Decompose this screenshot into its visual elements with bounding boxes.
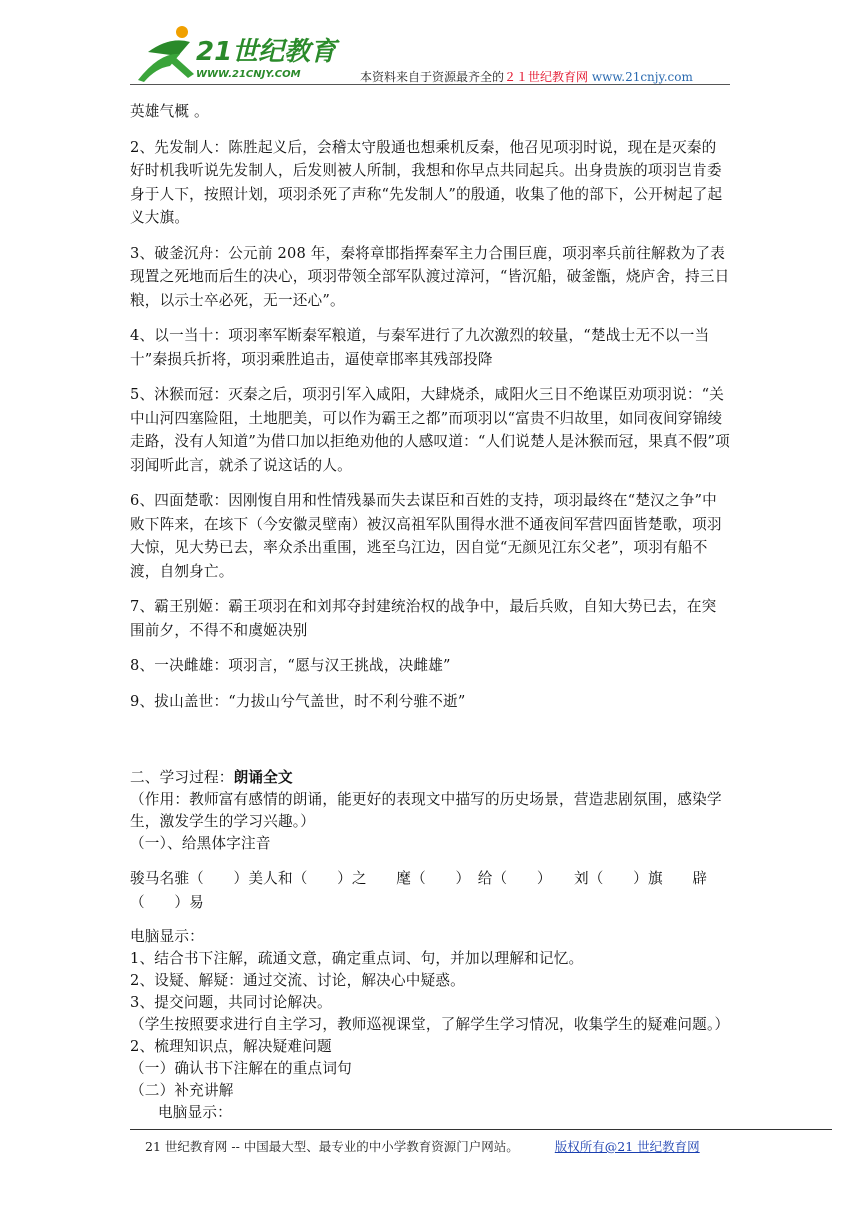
page-header — [130, 22, 730, 86]
list-item: 3、提交问题，共同讨论解决。 — [130, 994, 332, 1011]
paragraph: 9、拔山盖世：“力拔山兮气盖世，时不利兮骓不逝” — [130, 692, 466, 710]
paragraph: 2、先发制人：陈胜起义后，会稽太守殷通也想乘机反秦，他召见项羽时说，现在是灭秦的好时机我听说先发制人，后发则被人所制，我想和你早点共同起兵。出身贵族的项羽岂肯委身于人下，按照计划，项羽杀死了声称“先发制人”的殷通，收集了他的部下，公开树起了起义大旗。 — [130, 138, 723, 226]
document-body — [130, 100, 730, 1124]
page-footer — [145, 1137, 700, 1155]
header-url-link[interactable]: www.21cnjy.com — [591, 70, 693, 84]
section-heading-bold: 朗诵全文 — [233, 769, 293, 786]
paragraph: 英雄气概 。 — [130, 103, 209, 120]
computer-display-label-2: 电脑显示： — [158, 1104, 232, 1121]
paragraph: 7、霸王别姬：霸王项羽在和刘邦夺封建统治权的战争中，最后兵败，自知大势已去，在突围前夕，不得不和虞姬决别 — [130, 598, 717, 639]
logo-url: WWW.21CNJY.COM — [196, 69, 301, 80]
section-heading-prefix: 二、学习过程： — [130, 769, 234, 786]
list-item: 2、设疑、解疑：通过交流、讨论，解决心中疑惑。 — [130, 972, 465, 989]
header-note — [360, 68, 693, 85]
paragraph: 5、沐猴而冠：灭秦之后，项羽引军入咸阳，大肆烧杀，咸阳火三日不绝谋臣劝项羽说：“关中山河四塞险阻，土地肥美，可以作为霸王之都”而项羽以“富贵不归故里，如同夜间穿锦绫走路，没有人知道”为借口加以拒绝劝他的人感叹道：“人们说楚人是沐猴而冠，果真不假”项羽闻听此言，就杀了说这话的人。 — [130, 386, 730, 474]
section-note: （作用：教师富有感情的朗诵，能更好的表现文中描写的历史场景，营造悲剧氛围，感染学生，激发学生的学习兴趣。） — [130, 791, 722, 830]
header-note-prefix: 本资料来自于资源最齐全的 — [360, 70, 505, 84]
paragraph: 3、破釜沉舟：公元前 208 年，秦将章邯指挥秦军主力合围巨鹿，项羽率兵前往解救为了表现置之死地而后生的决心，项羽带领全部军队渡过漳河，“皆沉船，破釜甑，烧庐舍，持三日粮，以示士卒必死，无一还心”。 — [130, 244, 730, 309]
logo — [130, 22, 360, 86]
logo-text: 21世纪教育 — [196, 37, 337, 67]
list-item: （学生按照要求进行自主学习，教师巡视课堂，了解学生学习情况，收集学生的疑难问题。） — [130, 1016, 730, 1033]
paragraph: 4、以一当十：项羽率军断秦军粮道，与秦军进行了九次激烈的较量，“楚战士无不以一当十”秦损兵折将，项羽乘胜追击，逼使章邯率其残部投降 — [130, 327, 710, 368]
pinyin-exercise: 骏马名骓（ ）美人和（ ）之 麾（ ） 给（ ） 刘（ ）旗 辟（ ）易 — [130, 870, 708, 911]
list-item: 2、梳理知识点，解决疑难问题 — [130, 1038, 332, 1055]
list-item: （一）确认书下注解在的重点词句 — [130, 1060, 352, 1077]
header-divider — [130, 84, 730, 85]
runner-icon — [138, 26, 194, 82]
footer-divider — [130, 1129, 832, 1130]
paragraph: 6、四面楚歌：因刚愎自用和性情残暴而失去谋臣和百姓的支持，项羽最终在“楚汉之争”中败下阵来，在垓下（今安徽灵壁南）被汉高祖军队围得水泄不通夜间军营四面皆楚歌，项羽大惊，见大势已去，率众杀出重围，逃至乌江边，因自觉“无颜见江东父老”，项羽有船不渡，自刎身亡。 — [130, 492, 722, 580]
list-item: （二）补充讲解 — [130, 1082, 234, 1099]
header-site-name: ２１世纪教育网 — [504, 70, 589, 84]
list-item: 1、结合书下注解，疏通文意，确定重点词、句，并加以理解和记忆。 — [130, 950, 584, 967]
computer-display-label: 电脑显示： — [130, 928, 204, 945]
subsection-title: （一）、给黑体字注音 — [130, 835, 271, 852]
copyright-link[interactable]: 版权所有@21 世纪教育网 — [554, 1139, 700, 1154]
paragraph: 8、一决雌雄：项羽言，“愿与汉王挑战，决雌雄” — [130, 657, 451, 674]
section-heading — [130, 767, 730, 789]
footer-text: 21 世纪教育网 -- 中国最大型、最专业的中小学教育资源门户网站。 — [145, 1139, 519, 1154]
